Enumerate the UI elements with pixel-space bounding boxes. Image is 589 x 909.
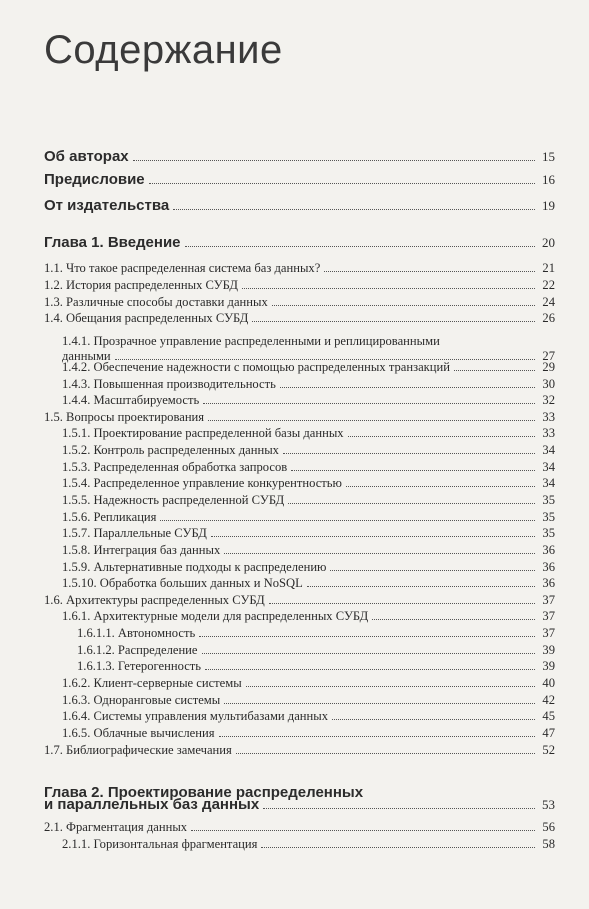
dot-leader [191, 829, 535, 831]
toc-entry [44, 820, 555, 835]
toc-entry-label-cont: данными [62, 349, 111, 363]
dot-leader [202, 652, 535, 654]
toc-page-number: 45 [542, 709, 555, 723]
toc-entry-label: 1.5.1. Проектирование распределенной базы данных [62, 426, 344, 440]
dot-leader [269, 602, 535, 604]
toc-entry-label: 1.6.1.1. Автономность [77, 626, 196, 640]
dot-leader [219, 735, 535, 737]
toc-entry-label: 1.6.5. Облачные вычисления [62, 726, 215, 740]
toc-page-number: 37 [542, 626, 555, 640]
toc-entry-label: 1.2. История распределенных СУБД [44, 278, 239, 292]
toc-entry-label: 1.4.3. Повышенная производительность [62, 377, 276, 391]
toc-page-number: 20 [542, 235, 555, 250]
toc-entry [77, 643, 555, 658]
toc-entry [44, 593, 555, 608]
toc-entry-label: 1.4.4. Масштабируемость [62, 393, 200, 407]
toc-entry [62, 560, 555, 575]
toc-entry [44, 197, 555, 214]
toc-entry-label: 1.6.1. Архитектурные модели для распределенных СУБД [62, 609, 369, 623]
toc-page-number: 36 [542, 543, 555, 557]
toc-entry-label: Глава 1. Введение [44, 234, 181, 251]
dot-leader [246, 685, 535, 687]
dot-leader [346, 485, 535, 487]
dot-leader [288, 502, 535, 504]
dot-leader [224, 552, 535, 554]
toc-entry [62, 726, 555, 741]
toc-page-number: 15 [542, 149, 555, 164]
dot-leader [149, 182, 535, 184]
toc-entry [62, 393, 555, 408]
toc-page-number: 26 [542, 311, 555, 325]
page-title: Содержание [44, 28, 283, 72]
toc-entry [62, 543, 555, 558]
dot-leader [348, 435, 535, 437]
dot-leader [272, 304, 535, 306]
toc-page-number: 58 [542, 837, 555, 851]
toc-page-number: 47 [542, 726, 555, 740]
toc-entry [44, 234, 555, 251]
toc-entry-label: Об авторах [44, 148, 129, 165]
toc-page-number: 29 [542, 360, 555, 374]
toc-entry-label: 1.4. Обещания распределенных СУБД [44, 311, 249, 325]
toc-page-number: 33 [542, 426, 555, 440]
dot-leader [211, 535, 535, 537]
toc-entry-label: 1.6. Архитектуры распределенных СУБД [44, 593, 265, 607]
toc-entry [44, 278, 555, 293]
dot-leader [160, 519, 535, 521]
toc-entry-label: 1.5.6. Репликация [62, 510, 157, 524]
chapter-2-title-line1: Глава 2. Проектирование распределенных [44, 784, 364, 801]
toc-entry [77, 626, 555, 641]
toc-entry-label: 1.5.10. Обработка больших данных и NoSQL [62, 576, 303, 590]
toc-entry [62, 709, 555, 724]
toc-entry-label: 1.6.1.2. Распределение [77, 643, 198, 657]
dot-leader [263, 807, 535, 809]
toc-page-number: 19 [542, 198, 555, 213]
dot-leader [242, 287, 535, 289]
toc-entry [62, 576, 555, 591]
toc-page-number: 42 [542, 693, 555, 707]
toc-entry [44, 743, 555, 758]
dot-leader [332, 718, 535, 720]
toc-entry [44, 295, 555, 310]
toc-page-number: 39 [542, 643, 555, 657]
dot-leader [205, 668, 535, 670]
toc-entry-label: 1.6.4. Системы управления мультибазами данных [62, 709, 329, 723]
toc-entry [62, 476, 555, 491]
toc-entry [62, 837, 555, 852]
toc-page-number: 39 [542, 659, 555, 673]
toc-entry-label: 1.5.8. Интеграция баз данных [62, 543, 221, 557]
toc-page-number: 52 [542, 743, 555, 757]
toc-page-number: 22 [542, 278, 555, 292]
dot-leader [224, 702, 535, 704]
toc-page-number: 36 [542, 560, 555, 574]
dot-leader [454, 369, 535, 371]
dot-leader [283, 452, 535, 454]
toc-entry-label: 1.5.7. Параллельные СУБД [62, 526, 207, 540]
toc-page-number: 30 [542, 377, 555, 391]
toc-entry-label: 1.5.4. Распределенное управление конкурентностью [62, 476, 342, 490]
toc-entry [62, 676, 555, 691]
toc-page-number: 37 [542, 593, 555, 607]
toc-entry [77, 659, 555, 674]
dot-leader [261, 846, 535, 848]
toc-entry-label: 1.5.5. Надежность распределенной СУБД [62, 493, 285, 507]
toc-entry-label: 1.5. Вопросы проектирования [44, 410, 205, 424]
toc-page-number: 27 [542, 349, 555, 363]
toc-entry-label: От издательства [44, 197, 170, 214]
dot-leader [324, 270, 535, 272]
toc-entry [62, 609, 555, 624]
toc-page-number: 34 [542, 443, 555, 457]
toc-entry [62, 460, 555, 475]
dot-leader [252, 320, 535, 322]
dot-leader [307, 585, 535, 587]
toc-entry-label: 1.1. Что такое распределенная система баз данных? [44, 261, 321, 275]
dot-leader [199, 635, 535, 637]
dot-leader [330, 569, 535, 571]
toc-entry-label: 1.5.2. Контроль распределенных данных [62, 443, 279, 457]
toc-entry [44, 410, 555, 425]
toc-entry [44, 261, 555, 276]
dot-leader [291, 469, 535, 471]
toc-page-number: 35 [542, 510, 555, 524]
toc-page-number: 36 [542, 576, 555, 590]
toc-entry [62, 443, 555, 458]
dot-leader [203, 402, 535, 404]
dot-leader [372, 618, 535, 620]
toc-page-number: 53 [542, 797, 555, 812]
dot-leader [173, 208, 535, 210]
toc-page-number: 24 [542, 295, 555, 309]
toc-entry-label: 1.7. Библиографические замечания [44, 743, 232, 757]
toc-entry-label: и параллельных баз данных [44, 796, 260, 813]
dot-leader [236, 752, 535, 754]
toc-page-number: 37 [542, 609, 555, 623]
toc-page-number: 35 [542, 526, 555, 540]
toc-entry-label: 1.6.2. Клиент-серверные системы [62, 676, 242, 690]
toc-page-number: 34 [542, 460, 555, 474]
dot-leader [133, 159, 535, 161]
toc-entry-label: Предисловие [44, 171, 145, 188]
toc-entry [44, 796, 555, 813]
dot-leader [185, 245, 535, 247]
toc-entry [62, 360, 555, 375]
toc-entry [44, 148, 555, 165]
toc-page-number: 32 [542, 393, 555, 407]
toc-entry-label: 1.5.3. Распределенная обработка запросов [62, 460, 288, 474]
toc-entry [62, 510, 555, 525]
toc-page-number: 34 [542, 476, 555, 490]
toc-entry [62, 426, 555, 441]
toc-entry-label: 1.6.3. Одноранговые системы [62, 693, 221, 707]
toc-entry [62, 693, 555, 708]
toc-entry [44, 171, 555, 188]
toc-entry-label: 1.4.2. Обеспечение надежности с помощью распределенных транзакций [62, 360, 451, 374]
toc-entry-label: 1.4.1. Прозрачное управление распределенными и реплицированными [62, 334, 440, 348]
toc-entry-label: 1.5.9. Альтернативные подходы к распределению [62, 560, 327, 574]
toc-page-number: 56 [542, 820, 555, 834]
toc-entry-label: 1.3. Различные способы доставки данных [44, 295, 268, 309]
toc-entry-label: 1.6.1.3. Гетерогенность [77, 659, 202, 673]
toc-page-number: 35 [542, 493, 555, 507]
dot-leader [208, 419, 535, 421]
toc-entry-label: 2.1.1. Горизонтальная фрагментация [62, 837, 258, 851]
toc-page-number: 16 [542, 172, 555, 187]
toc-entry [62, 526, 555, 541]
toc-entry-label: 2.1. Фрагментация данных [44, 820, 188, 834]
dot-leader [280, 386, 535, 388]
toc-page-number: 40 [542, 676, 555, 690]
toc-entry [62, 377, 555, 392]
toc-page-number: 21 [542, 261, 555, 275]
toc-entry [44, 311, 555, 326]
toc-page-number: 33 [542, 410, 555, 424]
toc-entry [62, 493, 555, 508]
